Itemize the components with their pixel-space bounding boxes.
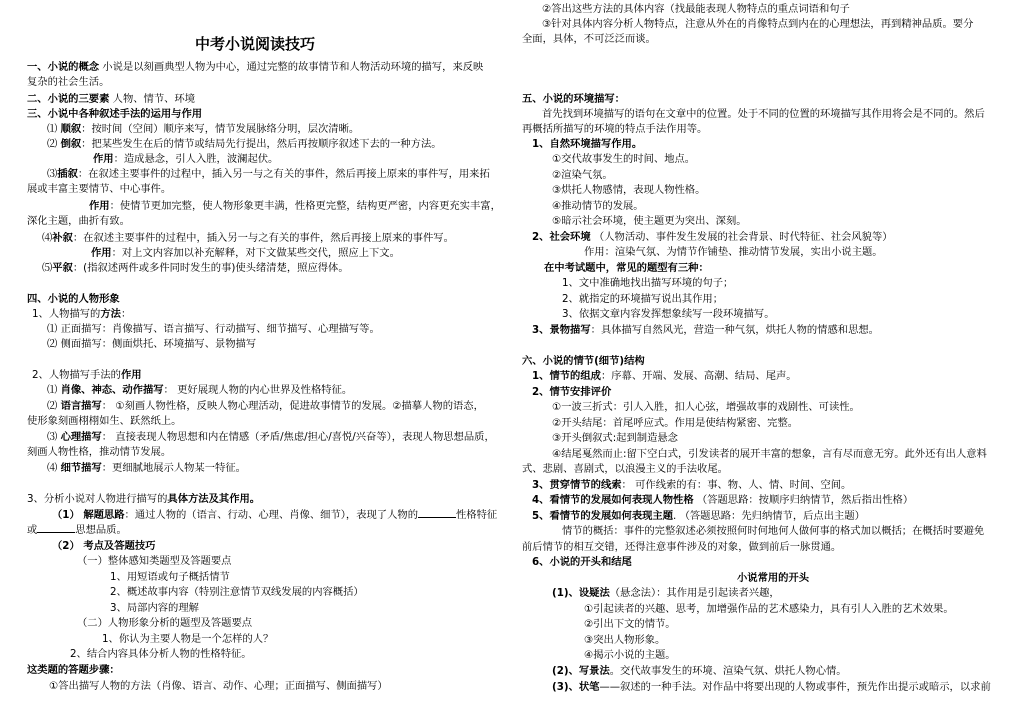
right-text-line [522, 122, 707, 137]
text-segment: ③针对具体内容分析人物特点，注意从外在的肖像特点到内在的心理想法，再到精神品质。要分 [542, 18, 974, 30]
left-text-line [27, 414, 181, 429]
text-segment: . （答题思路：先归纳情节，后点出主题） [673, 510, 865, 522]
text-segment: 一、小说的概念 [27, 61, 100, 73]
text-segment: (1)、设疑法 [552, 587, 610, 599]
text-segment: （一）整体感知类题型及答题要点 [77, 555, 232, 567]
left-text-line [47, 122, 359, 137]
right-text-line [542, 17, 973, 32]
text-segment: 作用 [89, 200, 110, 212]
left-text-line [91, 246, 400, 261]
text-segment: 4、看情节的发展如何表现人物性格 [532, 494, 694, 506]
left-text-line [77, 616, 252, 631]
text-segment: 三、小说中各种叙述手法的运用与作用 [27, 108, 203, 120]
text-segment: 3、分析小说对人物进行描写的 [27, 493, 168, 505]
right-text-line [532, 478, 851, 493]
text-segment: ⑵ [47, 138, 61, 150]
right-text-line [522, 354, 645, 369]
text-segment: 3、贯穿情节的线索 [532, 479, 622, 491]
text-segment: 情节的概括：事件的完整叙述必须按照何时何地何人做何事的格式加以概括；在概括时要避免 [562, 525, 985, 537]
right-text-line [552, 664, 847, 679]
text-segment: 3、依据文章内容发挥想象续写一段环境描写。 [562, 308, 775, 320]
text-segment: ⑸ [42, 262, 53, 274]
text-segment: 或 [27, 524, 38, 536]
text-segment: ④结尾戛然而止:留下空白式，引发读者的展开丰富的想象，言有尽而意无穷。此外还有出人意料 [552, 448, 987, 460]
right-text-line [584, 633, 665, 648]
right-text-line [552, 586, 780, 601]
text-segment: ②渲染气氛。 [552, 169, 613, 181]
text-segment: ⑷ [42, 232, 53, 244]
right-text-line [552, 431, 678, 446]
text-segment: 3、局部内容的理解 [110, 602, 199, 614]
text-segment: 前后情节的相互交错，还得注意事件涉及的对象，做到前后一脉贯通。 [522, 541, 842, 553]
text-segment: 肖像、神态、动作描写 [60, 384, 164, 396]
right-text-line [542, 107, 985, 122]
text-segment: 1、情节的组成 [532, 370, 601, 382]
text-segment: ⑵ 侧面描写：侧面烘托、环境描写、景物描写 [47, 338, 257, 350]
right-text-line [552, 447, 987, 462]
left-text-line [32, 307, 131, 322]
text-segment: ：具体描写自然风光，营造一种气氛，烘托人物的情感和思想。 [590, 324, 879, 336]
text-segment: ⑴ [47, 123, 61, 135]
left-text-line [52, 539, 155, 554]
text-segment: (3)、状笔 [552, 681, 600, 693]
text-segment: （人物活动、事件发生发展的社会背景、时代特征、社会风貌等） [590, 231, 893, 243]
text-segment: ： [120, 308, 132, 320]
right-text-line [544, 261, 709, 276]
text-segment: ④揭示小说的主题。 [584, 649, 676, 661]
right-text-line [522, 540, 841, 555]
text-segment: 再概括所描写的环境的特点手法作用等。 [522, 123, 708, 135]
text-segment: 2、就指定的环境描写说出其作用； [562, 293, 724, 305]
text-segment: ⑤暗示社会环境，使主题更为突出、深刻。 [552, 215, 747, 227]
left-text-line [42, 231, 454, 246]
text-segment: ①引起读者的兴趣、思考，加增强作品的艺术感染力，具有引人入胜的艺术效果。 [584, 603, 954, 615]
text-segment: 式、悲剧、喜剧式，以浪漫主义的手法收尾。 [522, 463, 728, 475]
right-text-line [737, 571, 809, 586]
text-segment: 人物、情节、环境 [109, 93, 196, 105]
text-segment: 5、看情节的发展如何表现主题 [532, 510, 674, 522]
text-segment: 深化主题，曲折有致。 [27, 215, 130, 227]
left-text-line [47, 430, 495, 445]
left-text-line [27, 292, 120, 307]
left-text-line [47, 399, 484, 414]
text-segment: 刻画人物性格，推动情节发展。 [27, 446, 172, 458]
text-segment: 二、小说的三要素 [27, 93, 110, 105]
text-segment: 1、你认为主要人物是一个怎样的人？ [102, 633, 274, 645]
text-segment: 方法 [100, 308, 121, 320]
text-segment: ⑵ [47, 400, 61, 412]
text-segment: 首先找到环境描写的语句在文章中的位置。处于不同的位置的环境描写其作用将会是不同的。然后 [542, 108, 985, 120]
text-segment: ：序幕、开端、发展、高潮、结局、尾声。 [600, 370, 797, 382]
text-segment: ：通过人物的（语言、行动、心理、肖像、细节），表现了人物的 [124, 509, 418, 521]
right-text-line [532, 385, 611, 400]
left-text-line [32, 368, 142, 383]
left-text-line [27, 60, 483, 75]
text-segment: 1、自然环境描写作用。 [532, 138, 643, 150]
right-text-line [552, 214, 747, 229]
right-text-line [562, 524, 984, 539]
text-segment: ③烘托人物感情，表现人物性格。 [552, 184, 706, 196]
right-text-line [522, 92, 625, 107]
right-text-line [562, 307, 775, 322]
right-text-line [552, 400, 860, 415]
text-segment: 3、景物描写 [532, 324, 591, 336]
text-segment: 1、人物描写的 [32, 308, 101, 320]
text-segment: ：使情节更加完整，使人物形象更丰满，性格更完整，结构更严密，内容更充实丰富， [109, 200, 501, 212]
text-segment: 顺叙 [60, 123, 82, 135]
text-segment: ：在叙述主要事件的过程中，插入另一与之有关的事件，然后再接上原来的事件写，用来拓 [77, 168, 490, 180]
left-text-line [102, 632, 273, 647]
right-text-line [552, 168, 613, 183]
text-segment: 复杂的社会生活。 [27, 76, 110, 88]
right-text-line [584, 602, 954, 617]
text-segment: 倒叙 [60, 138, 82, 150]
right-text-line [532, 509, 865, 524]
left-text-line [52, 508, 497, 523]
left-text-line [47, 322, 380, 337]
text-segment: 1、文中准确地找出描写环境的句子； [562, 277, 734, 289]
text-segment: 平叙 [52, 262, 73, 274]
text-segment: ⑴ [47, 384, 61, 396]
right-text-line [522, 32, 656, 47]
text-segment: 补叙 [52, 232, 73, 244]
text-segment: 全面，具体，不可泛泛而谈。 [522, 33, 656, 45]
text-segment: ：更细腻地展示人物某一特征。 [101, 462, 246, 474]
text-segment: ：(指叙述两件或多件同时发生的事)使头绪清楚，照应得体。 [72, 262, 349, 274]
fill-in-blank [418, 508, 456, 518]
left-text-line [27, 445, 171, 460]
text-segment: 五、小说的环境描写： [522, 93, 625, 105]
text-segment: 2、情节安排评价 [532, 386, 612, 398]
right-text-line [532, 323, 879, 338]
text-segment: 六、小说的情节(细节)结构 [522, 355, 645, 367]
text-segment: ： 可作线索的有：事、物、人、情、时间、空间。 [621, 479, 852, 491]
text-segment: 具体方法及其作用。 [167, 493, 261, 505]
text-segment: ： 更好展现人物的内心世界及性格特征。 [163, 384, 353, 396]
right-text-line [532, 493, 913, 508]
text-segment: (2)、写景法 [552, 665, 610, 677]
text-segment: 2、人物描写手法的 [32, 369, 121, 381]
left-text-line [47, 167, 490, 182]
text-segment: 。交代故事发生的环境、渲染气氛、烘托人物心情。 [609, 665, 847, 677]
right-text-line [562, 292, 723, 307]
right-text-line [552, 199, 644, 214]
text-segment: ：把某些发生在后的情节或结局先行提出，然后再按顺序叙述下去的一种方法。 [81, 138, 442, 150]
text-segment: 这类题的答题步骤： [27, 664, 120, 676]
left-text-line [77, 554, 231, 569]
text-segment: 思想品质。 [75, 524, 127, 536]
left-text-line [70, 647, 252, 662]
right-text-line [562, 276, 733, 291]
text-segment: ——叙述的一种手法。对作品中将要出现的人物或事件，预先作出提示或暗示，以求前 [599, 681, 991, 693]
text-segment: （1） [52, 509, 84, 521]
page-title: 中考小说阅读技巧 [195, 35, 316, 53]
right-text-line [584, 617, 676, 632]
text-segment: ⑶ [47, 431, 61, 443]
text-segment: ①交代故事发生的时间、地点。 [552, 153, 696, 165]
text-segment: （悬念法）：其作用是引起读者兴趣， [609, 587, 780, 599]
text-segment: 解题思路 [83, 509, 125, 521]
right-text-line [552, 183, 705, 198]
text-segment: ⑶ [47, 168, 58, 180]
text-segment: 作用 [91, 247, 112, 259]
left-text-line [89, 199, 501, 214]
text-segment: 细节描写 [60, 462, 102, 474]
text-segment: ③开头倒叙式:起到制造悬念 [552, 432, 678, 444]
right-text-line [584, 245, 883, 260]
text-segment: ②答出这些方法的具体内容（找最能表现人物特点的重点词语和句子 [542, 3, 850, 15]
right-text-line [552, 416, 798, 431]
left-text-line [27, 214, 130, 229]
right-text-line [552, 152, 695, 167]
text-segment: ①答出描写人物的方法（肖像、语言、动作、心理；正面描写、侧面描写） [49, 680, 388, 692]
text-segment: 作用：渲染气氛、为情节作铺垫、推动情节发展，实出小说主题。 [584, 246, 883, 258]
right-text-line [532, 369, 797, 384]
text-segment: 性格特征 [456, 509, 498, 521]
text-segment: ①一波三折式：引人入胜，扣人心弦，增强故事的戏剧性、可读性。 [552, 401, 860, 413]
left-text-line [47, 337, 256, 352]
text-segment: ：对上文内容加以补充解释，对下文做某些交代，照应上下文。 [111, 247, 400, 259]
text-segment: ： 直接表现人物思想和内在情感（矛盾/焦虑/担心/喜悦/兴奋等），表现人物思想品质， [101, 431, 495, 443]
text-segment: 小说常用的开头 [737, 572, 810, 584]
right-text-line [532, 555, 632, 570]
text-segment: ②开头结尾：首尾呼应式。作用是使结构紧密、完整。 [552, 417, 799, 429]
right-text-line [552, 680, 991, 695]
text-segment: 插叙 [57, 168, 78, 180]
text-segment: 2、概述故事内容（特别注意情节双线发展的内容概括） [110, 586, 364, 598]
left-text-line [47, 461, 246, 476]
left-text-line [27, 492, 260, 507]
left-text-line [27, 663, 120, 678]
text-segment: （2） 考点及答题技巧 [52, 540, 156, 552]
text-segment: ⑷ [47, 462, 61, 474]
text-segment: （二）人物形象分析的题型及答题要点 [77, 617, 253, 629]
left-text-line [110, 601, 199, 616]
text-segment: （答题思路：按顺序归纳情节，然后指出性格） [693, 494, 914, 506]
text-segment: 1、用短语或句子概括情节 [110, 571, 230, 583]
text-segment: 6、小说的开头和结尾 [532, 556, 632, 568]
left-text-line [47, 137, 442, 152]
right-text-line [542, 2, 850, 17]
left-text-line [27, 182, 171, 197]
left-text-line [27, 75, 109, 90]
left-text-line [42, 261, 349, 276]
right-text-line [532, 230, 893, 245]
text-segment: 四、小说的人物形象 [27, 293, 120, 305]
left-text-line [27, 107, 202, 122]
left-text-line [47, 383, 352, 398]
text-segment: 语言描写 [60, 400, 102, 412]
text-segment: 小说是以刻画典型人物为中心，通过完整的故事情节和人物活动环境的描写，来反映 [99, 61, 484, 73]
fill-in-blank [37, 523, 75, 533]
left-text-line [110, 585, 364, 600]
text-segment: ②引出下文的情节。 [584, 618, 676, 630]
text-segment: ：按时间（空间）顺序来写，情节发展脉络分明，层次清晰。 [81, 123, 360, 135]
right-text-line [584, 648, 676, 663]
right-text-line [522, 462, 728, 477]
text-segment: ： ①刻画人物性格，反映人物心理活动，促进故事情节的发展。②描摹人物的语态， [101, 400, 484, 412]
text-segment: 在中考试题中，常见的题型有三种： [544, 262, 709, 274]
text-segment: 使形象刻画栩栩如生、跃然纸上。 [27, 415, 182, 427]
left-text-line [27, 523, 127, 538]
text-segment: 作用 [93, 153, 114, 165]
text-segment: ：在叙述主要事件的过程中，插入另一与之有关的事件，然后再接上原来的事件写。 [72, 232, 454, 244]
text-segment: ④推动情节的发展。 [552, 200, 644, 212]
text-segment: 作用 [120, 369, 142, 381]
text-segment: ⑴ 正面描写：肖像描写、语言描写、行动描写、细节描写、心理描写等。 [47, 323, 380, 335]
text-segment: 展或丰富主要情节、中心事件。 [27, 183, 172, 195]
left-text-line [110, 570, 230, 585]
text-segment: ③突出人物形象。 [584, 634, 666, 646]
right-text-line [532, 137, 642, 152]
text-segment: 2、社会环境 [532, 231, 591, 243]
left-text-line [27, 92, 195, 107]
text-segment: ：造成悬念，引人入胜，波澜起伏。 [113, 153, 279, 165]
left-text-line [49, 679, 388, 694]
left-text-line [93, 152, 278, 167]
text-segment: 2、结合内容具体分析人物的性格特征。 [70, 648, 252, 660]
text-segment: 心理描写 [60, 431, 102, 443]
